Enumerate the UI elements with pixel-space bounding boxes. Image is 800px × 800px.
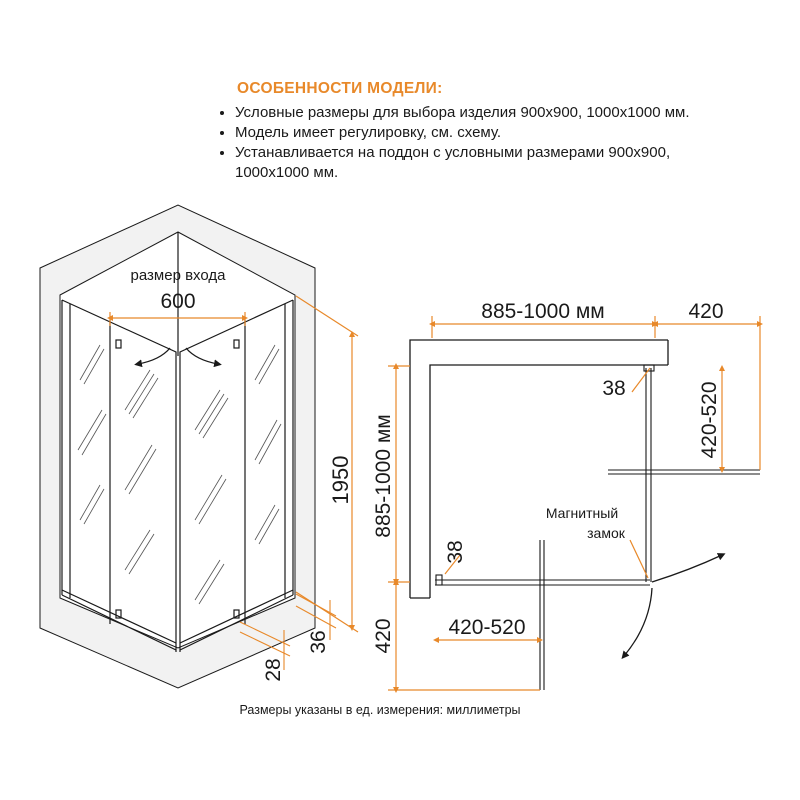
features-title: ОСОБЕННОСТИ МОДЕЛИ: (237, 80, 443, 97)
plan-left-height: 885-1000 мм (372, 414, 395, 538)
plan-top-width: 885-1000 мм (481, 300, 605, 323)
plan-dimensions (388, 316, 760, 690)
features-item: • Устанавливается на поддон с условными размерами 900х900, 1000х1000 мм. (235, 143, 695, 183)
iso-height-label: 1950 (328, 455, 353, 505)
features-item: • Условные размеры для выбора изделия 900х900, 1000х1000 мм. (235, 103, 695, 123)
plan-door-swing-arrows (624, 555, 722, 656)
plan-magnet-label-2: замок (587, 525, 625, 541)
plan-bottom-adjust: 420-520 (448, 616, 526, 639)
plan-left-bottom: 420 (372, 618, 395, 654)
plan-magnet-label-1: Магнитный (545, 505, 619, 521)
plan-small-top: 38 (602, 377, 626, 400)
features-item: • Модель имеет регулировку, см. схему. (235, 123, 695, 143)
iso-entry-width: 600 (160, 290, 196, 313)
iso-dim-28: 28 (262, 658, 285, 682)
plan-right-adjust: 420-520 (698, 381, 721, 459)
plan-top-right: 420 (688, 300, 724, 323)
plan-small-left: 38 (444, 540, 467, 564)
iso-dim-36: 36 (307, 630, 330, 654)
footer-note: Размеры указаны в ед. измерения: миллиметры (239, 703, 521, 717)
iso-entry-label: размер входа (130, 267, 226, 284)
